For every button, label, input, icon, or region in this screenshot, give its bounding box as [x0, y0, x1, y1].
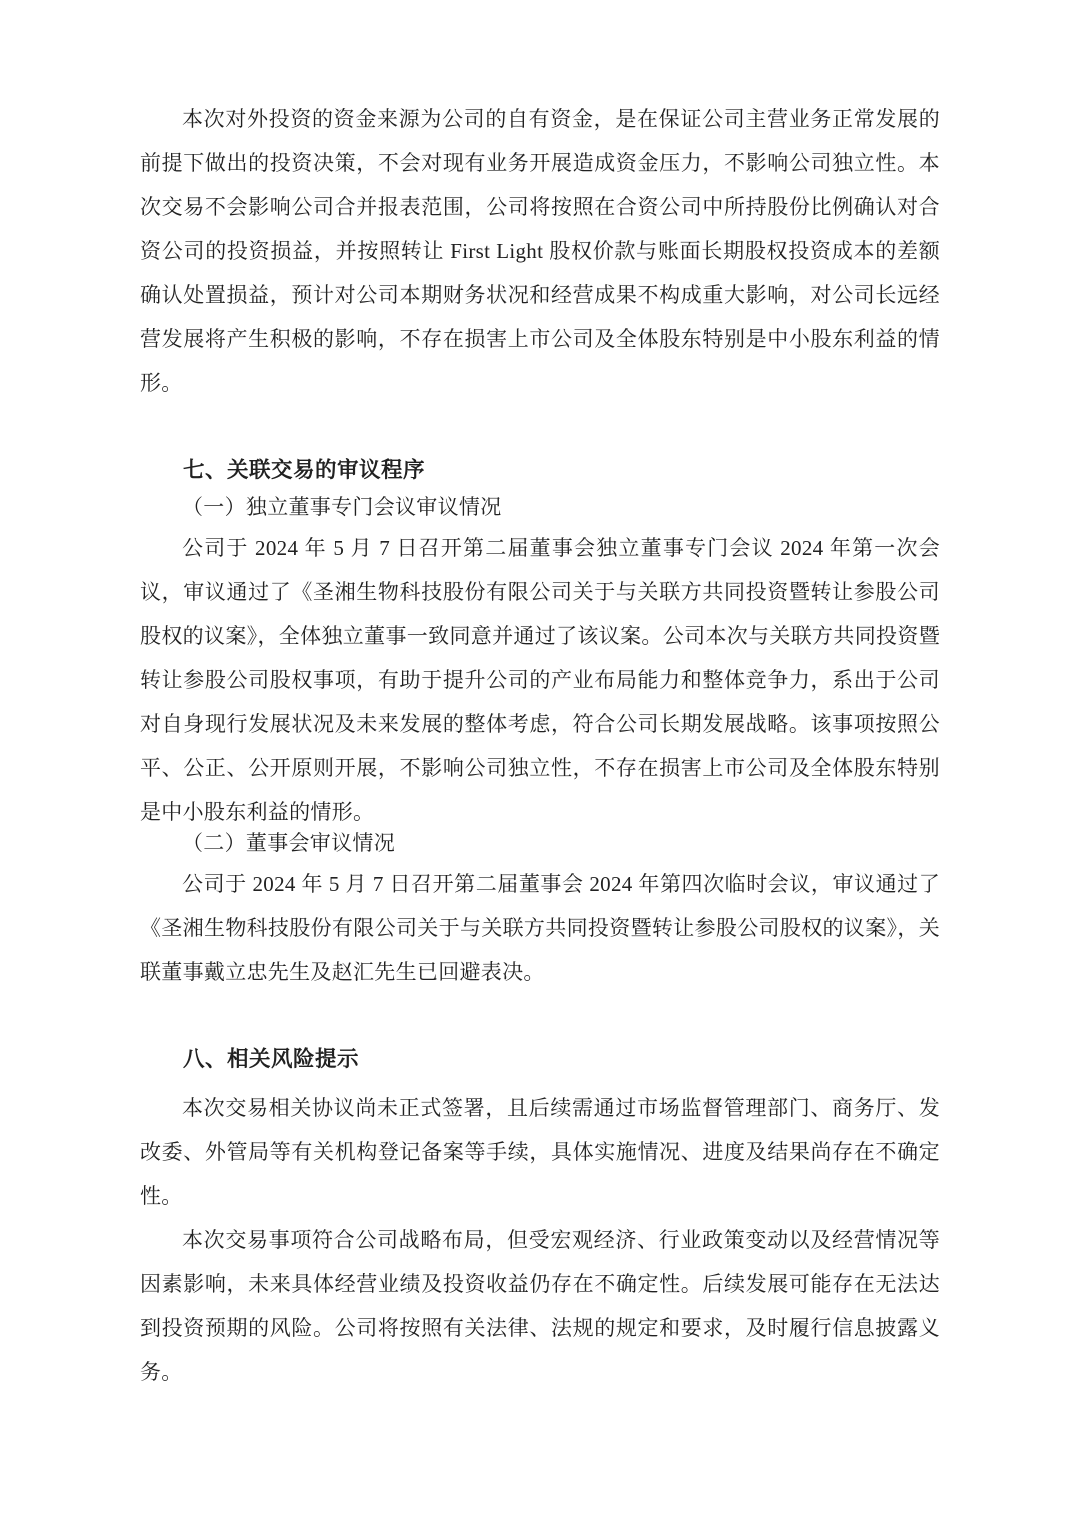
subsection-heading-7-2: （二）董事会审议情况	[182, 831, 395, 855]
section-7-paragraph-1: 公司于 2024 年 5 月 7 日召开第二届董事会独立董事专门会议 2024 年第一次会议，审议通过了《圣湘生物科技股份有限公司关于与关联方共同投资暨转让参股公司股权的议案》，全体独立董事一致同意并通过了该议案。公司本次与关联方共同投资暨转让参股公司股权事项，有助于提升公司的产业布局能力和整体竞争力，系出于公司对自身现行发展状况及未来发展的整体考虑，符合公司长期发展战略。该事项按照公平、公正、公开原则开展，不影响公司独立性，不存在损害上市公司及全体股东特别是中小股东利益的情形。	[140, 536, 940, 824]
subsection-heading-7-1: （一）独立董事专门会议审议情况	[182, 495, 502, 519]
section-heading-7: 七、关联交易的审议程序	[183, 458, 426, 482]
section-8-paragraph-2: 本次交易事项符合公司战略布局，但受宏观经济、行业政策变动以及经营情况等因素影响，未来具体经营业绩及投资收益仍存在不确定性。后续发展可能存在无法达到投资预期的风险。公司将按照有关法律、法规的规定和要求，及时履行信息披露义务。	[140, 1228, 940, 1384]
intro-paragraph: 本次对外投资的资金来源为公司的自有资金，是在保证公司主营业务正常发展的前提下做出的投资决策，不会对现有业务开展造成资金压力，不影响公司独立性。本次交易不会影响公司合并报表范围，公司将按照在合资公司中所持股份比例确认对合资公司的投资损益，并按照转让 First Light 股权价款与账面长期股权投资成本的差额确认处置损益，预计对公司本期财务状况和经营成果不构成重大影响，对公司长远经营发展将产生积极的影响，不存在损害上市公司及全体股东特别是中小股东利益的情形。	[140, 107, 940, 395]
section-8-paragraph-1: 本次交易相关协议尚未正式签署，且后续需通过市场监督管理部门、商务厅、发改委、外管局等有关机构登记备案等手续，具体实施情况、进度及结果尚存在不确定性。	[140, 1096, 940, 1208]
section-heading-8: 八、相关风险提示	[183, 1047, 360, 1071]
section-7-paragraph-2: 公司于 2024 年 5 月 7 日召开第二届董事会 2024 年第四次临时会议，审议通过了《圣湘生物科技股份有限公司关于与关联方共同投资暨转让参股公司股权的议案》，关联董事戴立忠先生及赵汇先生已回避表决。	[140, 872, 940, 984]
